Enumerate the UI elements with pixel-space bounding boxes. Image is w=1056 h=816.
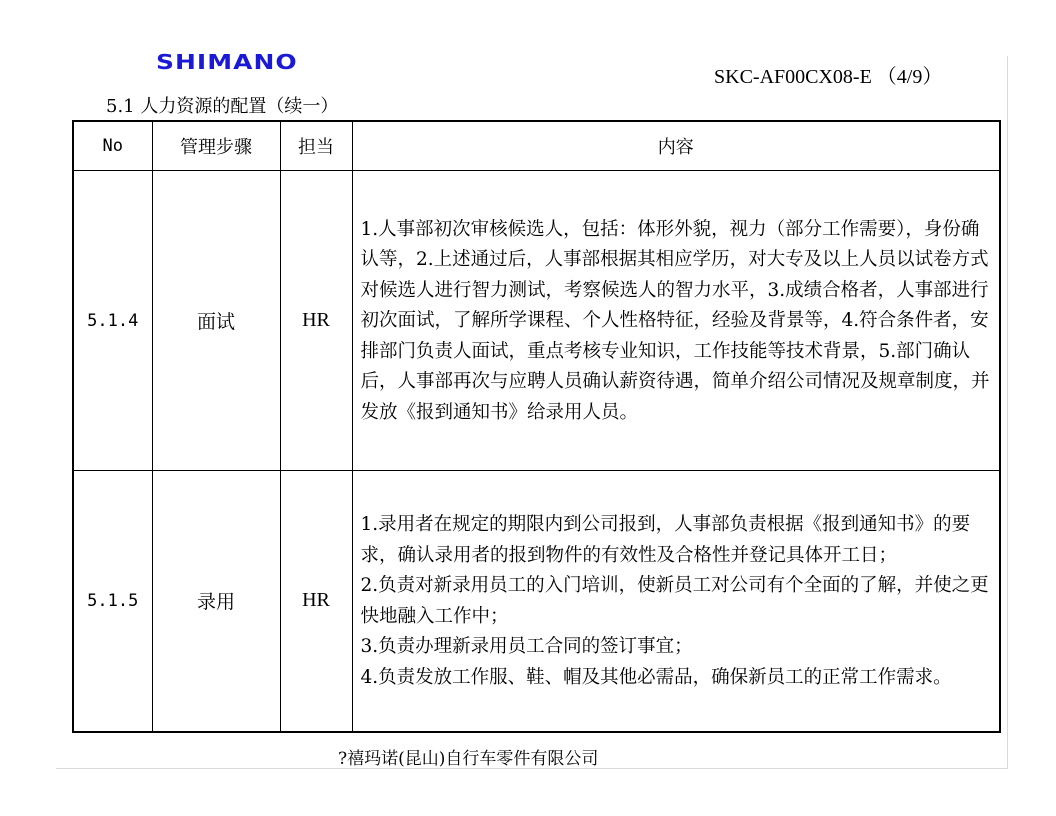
row-content: 1.人事部初次审核候选人，包括：体形外貌，视力（部分工作需要），身份确认等，2.上述通过后，人事部根据其相应学历，对大专及以上人员以试卷方式对候选人进行智力测试，考察候选人的智力水平，3.成绩合格者，人事部进行初次面试，了解所学课程、个人性格特征，经验及背景等，4.符合条件者，安排部门负责人面试，重点考核专业知识，工作技能等技术背景，5.部门确认后，人事部再次与应聘人员确认薪资待遇，简单介绍公司情况及规章制度，并发放《报到通知书》给录用人员。 (352, 171, 1000, 471)
row-step: 面试 (152, 171, 280, 471)
header-responsible: 担当 (280, 121, 352, 171)
shimano-logo: SHIMANO (156, 50, 298, 74)
row-number: 5.1.5 (73, 471, 152, 732)
document-code: SKC-AF00CX08-E （4/9） (714, 66, 943, 88)
header-no: No (73, 121, 152, 171)
row-step: 录用 (152, 471, 280, 732)
table-row (73, 471, 1000, 732)
content-item: 4.负责发放工作服、鞋、帽及其他必需品，确保新员工的正常工作需求。 (360, 666, 952, 688)
page-border-right (1007, 56, 1008, 768)
row-responsible: HR (280, 471, 352, 732)
header-content: 内容 (352, 121, 1000, 171)
content-item: 1.录用者在规定的期限内到公司报到，人事部负责根据《报到通知书》的要求，确认录用者的报到物件的有效性及合格性并登记具体开工日； (360, 514, 971, 566)
content-item: 3.负责办理新录用员工合同的签订事宜； (360, 636, 693, 658)
row-content (352, 471, 1000, 732)
header-step: 管理步骤 (152, 121, 280, 171)
content-item: 2.负责对新录用员工的入门培训，使新员工对公司有个全面的了解，并使之更快地融入工作中； (360, 575, 989, 627)
table-header-row (73, 121, 1000, 171)
procedure-table (72, 120, 1001, 733)
footer-company-name: ?禧玛诺(昆山)自行车零件有限公司 (338, 749, 599, 769)
table-row (73, 171, 1000, 471)
row-responsible: HR (280, 171, 352, 471)
row-number: 5.1.4 (73, 171, 152, 471)
section-title: 5.1 人力资源的配置（续一） (106, 96, 339, 117)
